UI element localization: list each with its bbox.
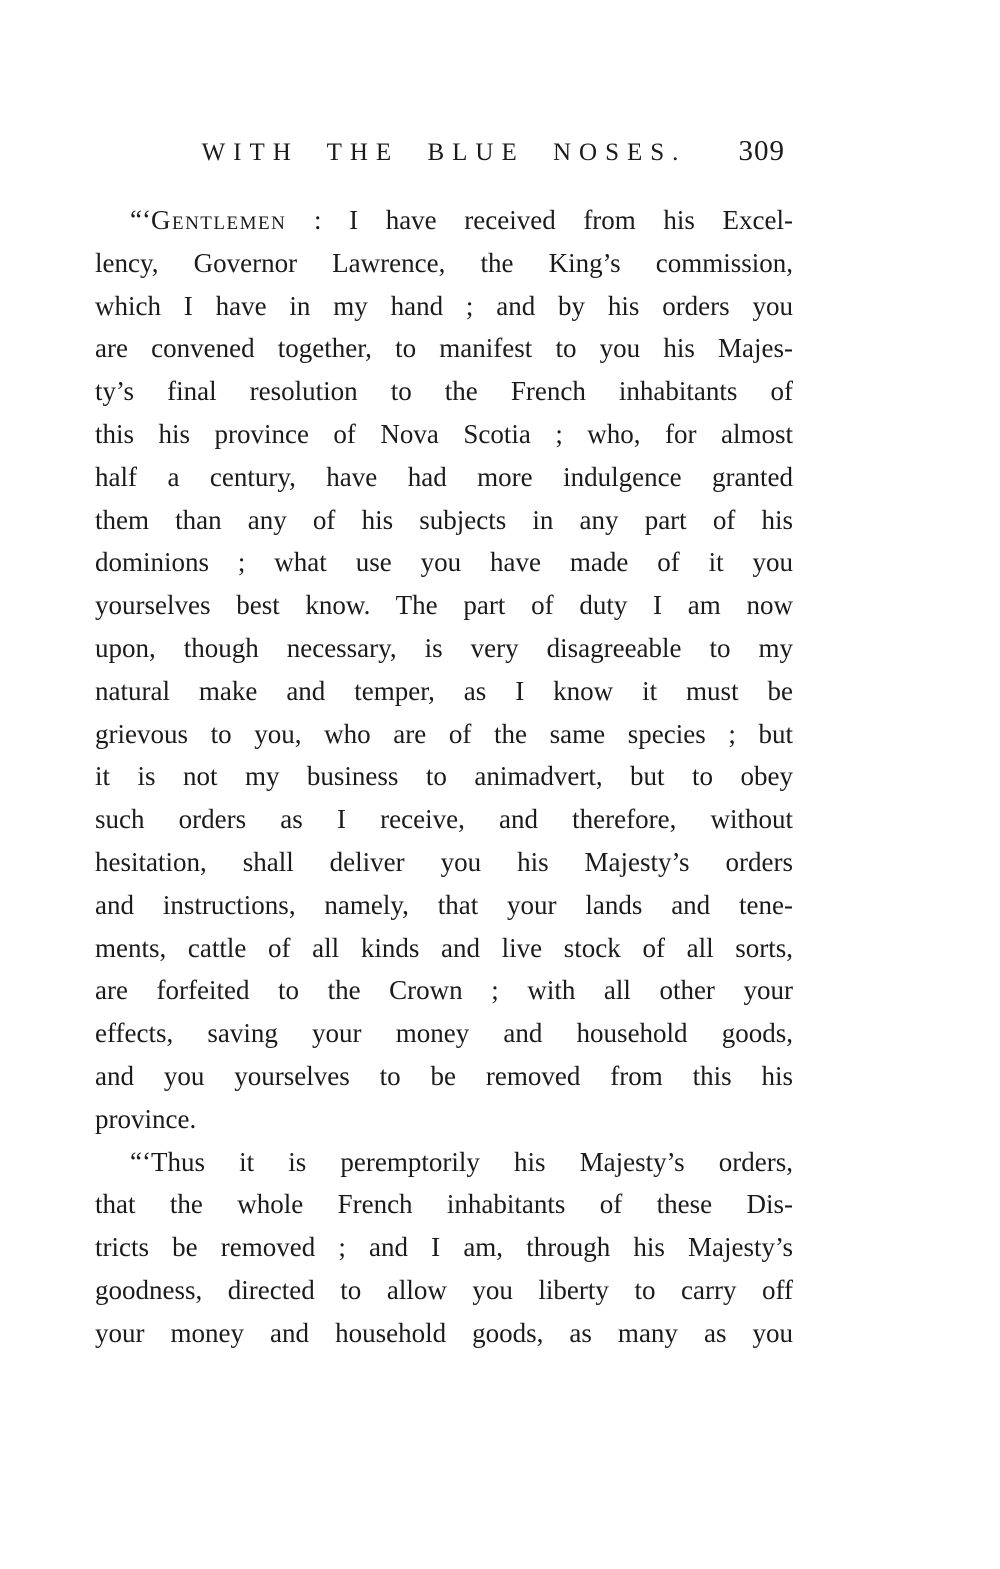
text-line: it is not my business to animadvert, but to obey [95, 761, 793, 792]
paragraph-1 [95, 199, 793, 1141]
text-line: which I have in my hand ; and by his orders you [95, 290, 793, 321]
text-line: and you yourselves to be removed from this his [95, 1060, 793, 1091]
text-line: are forfeited to the Crown ; with all other your [95, 975, 793, 1006]
opening-quotes: “‘ [130, 205, 151, 235]
text-line: your money and household goods, as many as you [95, 1317, 793, 1348]
text-line: are convened together, to manifest to you his Majes- [95, 333, 793, 364]
text-line: that the whole French inhabitants of these Dis- [95, 1189, 793, 1220]
text-line: upon, though necessary, is very disagreeable to my [95, 632, 793, 663]
paragraph-2 [95, 1141, 793, 1355]
text-line: such orders as I receive, and therefore, without [95, 804, 793, 835]
text-line: hesitation, shall deliver you his Majesty’s orders [95, 846, 793, 877]
text-line: ty’s final resolution to the French inhabitants of [95, 376, 793, 407]
running-head [95, 135, 793, 175]
speaker-name: Gentlemen [150, 205, 287, 235]
running-title: WITH THE BLUE NOSES. [201, 139, 687, 166]
page-number: 309 [738, 135, 785, 167]
text-line: this his province of Nova Scotia ; who, for almost [95, 418, 793, 449]
page-text-block [95, 199, 793, 1355]
text-line: and instructions, namely, that your lands and tene- [95, 889, 793, 920]
text-line: “‘Thus it is peremptorily his Majesty’s orders, [130, 1146, 793, 1177]
line-text: : I have received from his Excel- [286, 205, 793, 235]
text-line: grievous to you, who are of the same species ; but [95, 718, 793, 749]
text-line: natural make and temper, as I know it must be [95, 675, 793, 706]
text-line: tricts be removed ; and I am, through his Majesty’s [95, 1232, 793, 1263]
text-line: effects, saving your money and household goods, [95, 1018, 793, 1049]
text-line: goodness, directed to allow you liberty to carry off [95, 1274, 793, 1305]
text-line: them than any of his subjects in any part of his [95, 504, 793, 535]
text-line: half a century, have had more indulgence granted [95, 461, 793, 492]
text-line: lency, Governor Lawrence, the King’s commission, [95, 247, 793, 278]
text-line: yourselves best know. The part of duty I am now [95, 590, 793, 621]
text-line: ments, cattle of all kinds and live stock of all sorts, [95, 932, 793, 963]
text-line: dominions ; what use you have made of it you [95, 547, 793, 578]
text-line [95, 199, 793, 242]
text-line: province. [95, 1103, 197, 1134]
